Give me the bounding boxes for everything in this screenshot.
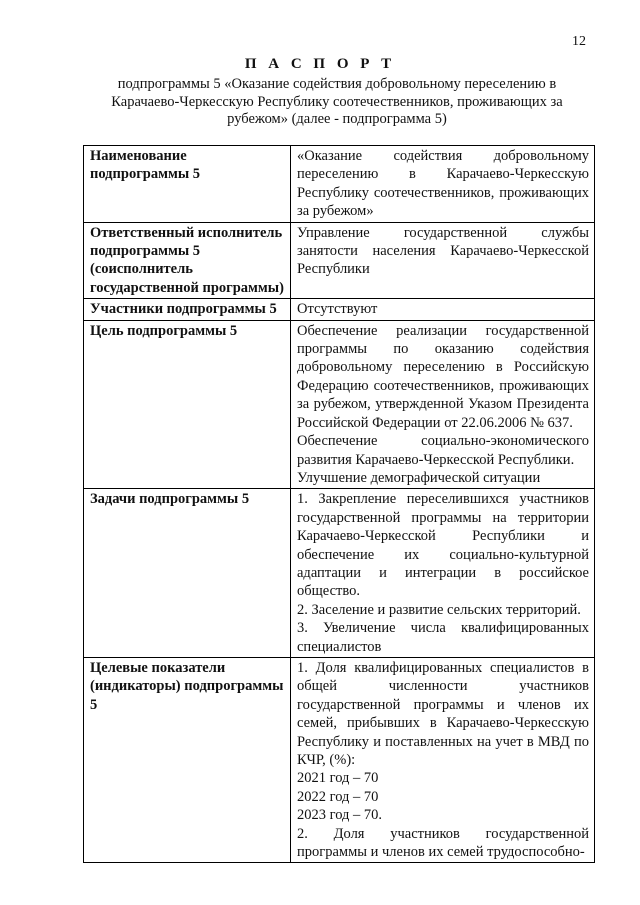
value-line: Улучшение демографической ситуации (297, 469, 541, 486)
table-row (84, 657, 595, 862)
document-subtitle: подпрограммы 5 «Оказание содействия добровольному переселению в Карачаево-Черкесскую Республику соотечественников, проживающих за рубежом» (далее - подпрограмма 5) (111, 76, 563, 127)
row-label: Цель подпрограммы 5 (84, 320, 291, 489)
document-title: П А С П О Р Т (244, 56, 396, 72)
value-line: Обеспечение социально-экономического развития Карачаево-Черкесской Республики. (297, 433, 589, 468)
table-row (84, 299, 595, 320)
row-value (291, 489, 595, 658)
row-label: Наименование подпрограммы 5 (84, 146, 291, 223)
row-label: Ответственный исполнитель подпрограммы 5 (соисполнитель государственной программы) (84, 222, 291, 299)
row-value (291, 299, 595, 320)
page-number: 12 (572, 34, 586, 49)
value-line: 2023 год – 70. (297, 807, 383, 824)
value-line: 2021 год – 70 (297, 770, 379, 787)
table-row (84, 222, 595, 299)
row-value (291, 320, 595, 489)
row-label: Целевые показатели (индикаторы) подпрограммы 5 (84, 657, 291, 862)
row-label: Задачи подпрограммы 5 (84, 489, 291, 658)
row-value (291, 222, 595, 299)
value-line: 2022 год – 70 (297, 788, 379, 805)
row-value (291, 657, 595, 862)
row-value (291, 146, 595, 223)
value-line: 2. Доля участников государственной программы и членов их семей трудоспособно- (297, 825, 589, 861)
value-line: Отсутствуют (297, 301, 378, 318)
table-row (84, 320, 595, 489)
value-line: Обеспечение реализации государственной программы по оказанию содействия добровольному переселению в Российскую Федерацию соотечественников, проживающих за рубежом, утвержденной Указом Президента Российской Федерации от 22.06.2006 № 637. (297, 322, 589, 431)
table-row (84, 146, 595, 223)
passport-table (83, 145, 595, 863)
row-label: Участники подпрограммы 5 (84, 299, 291, 320)
value-line: 1. Доля квалифицированных специалистов в общей численности участников государственной программы и членов их семей, прибывших в Карачаево-Черкесскую Республику и поставленных на учет в МВД по КЧР, (%): (297, 659, 589, 768)
table-row (84, 489, 595, 658)
value-line: 3. Увеличение числа квалифицированных специалистов (297, 620, 589, 655)
value-line: 2. Заселение и развитие сельских территорий. (297, 601, 581, 618)
value-line: Управление государственной службы занятости населения Карачаево-Черкесской Республики (297, 224, 589, 278)
value-line: «Оказание содействия добровольному переселению в Карачаево-Черкесскую Республику соотечественников, проживающих за рубежом» (297, 148, 589, 220)
value-line: 1. Закрепление переселившихся участников государственной программы на территории Карачаево-Черкесской Республики и обеспечение их социально-культурной адаптации и интеграции в российское общество. (297, 491, 589, 600)
